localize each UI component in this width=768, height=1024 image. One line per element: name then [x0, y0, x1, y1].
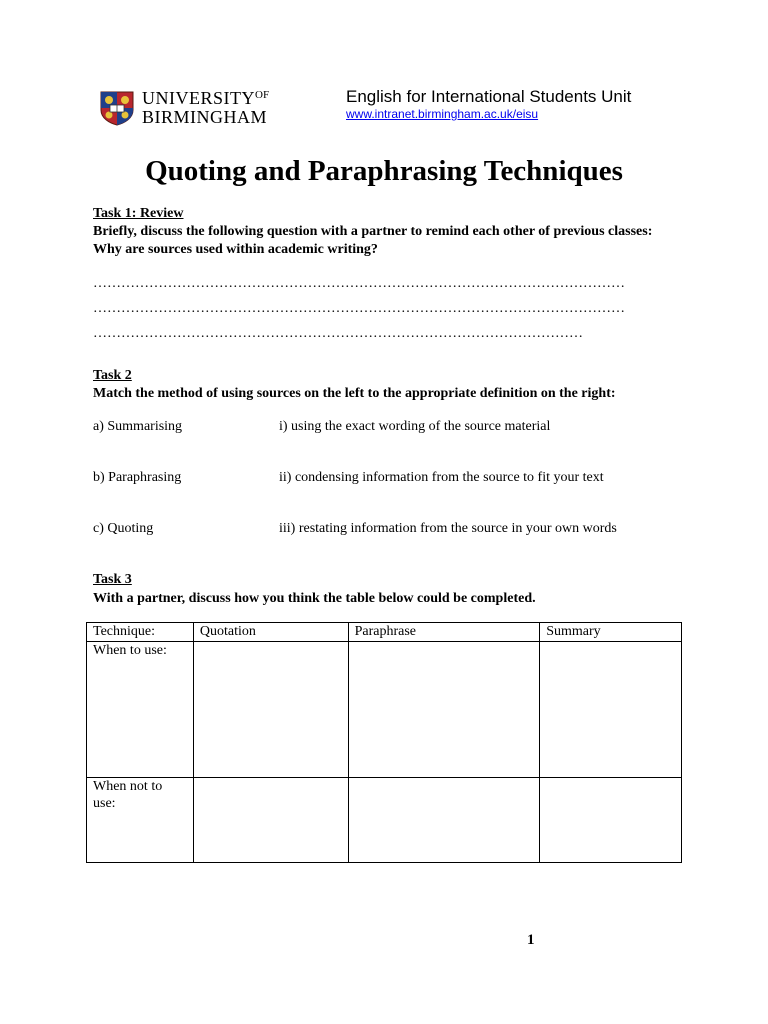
task2-instruction: Match the method of using sources on the left to the appropriate definition on the right: [93, 386, 616, 401]
table-cell[interactable] [540, 778, 682, 863]
task1-heading: Task 1: Review [93, 206, 184, 221]
task3-heading: Task 3 [93, 572, 132, 587]
definition-i: i) using the exact wording of the source material [279, 419, 551, 434]
method-summarising: a) Summarising [93, 419, 183, 434]
university-crest-icon [98, 90, 136, 126]
answer-line: …………………………………………………………………………………………… [93, 326, 583, 341]
table-row-label: When to use: [87, 642, 194, 778]
table-header-cell: Quotation [193, 623, 348, 642]
university-logo [98, 88, 288, 128]
answer-line: …………………………………………………………………………………………………… [93, 276, 625, 291]
answer-line: …………………………………………………………………………………………………… [93, 301, 625, 316]
table-cell[interactable] [540, 642, 682, 778]
method-quoting: c) Quoting [93, 521, 154, 536]
table-cell[interactable] [348, 642, 540, 778]
table-row-label: When not to use: [87, 778, 194, 863]
task3-instruction: With a partner, discuss how you think the table below could be completed. [93, 591, 536, 606]
table-cell[interactable] [193, 642, 348, 778]
task2-heading: Task 2 [93, 368, 132, 383]
unit-website-link[interactable]: www.intranet.birmingham.ac.uk/eisu [346, 107, 539, 121]
table-header-row [87, 623, 682, 642]
table-header-cell: Paraphrase [348, 623, 540, 642]
table-cell[interactable] [193, 778, 348, 863]
university-name-line1: $UNIVERSITY^{OF}$ [142, 88, 270, 108]
table-cell[interactable] [348, 778, 540, 863]
definition-iii: iii) restating information from the source in your own words [279, 521, 617, 536]
table-row-when-not-to-use [87, 778, 682, 863]
table-row-when-to-use [87, 642, 682, 778]
technique-table [86, 622, 682, 863]
page-title: Quoting and Paraphrasing Techniques [145, 155, 623, 187]
task1-instruction: Briefly, discuss the following question with a partner to remind each other of previous classes: Why are sources used within academic writing? [93, 224, 653, 257]
table-header-cell: Technique: [87, 623, 194, 642]
definition-ii: ii) condensing information from the source to fit your text [279, 470, 604, 485]
method-paraphrasing: b) Paraphrasing [93, 470, 182, 485]
page-number: 1 [527, 932, 535, 948]
table-header-cell: Summary [540, 623, 682, 642]
university-name-line2: BIRMINGHAM [142, 107, 268, 127]
unit-title: English for International Students Unit [346, 87, 632, 106]
